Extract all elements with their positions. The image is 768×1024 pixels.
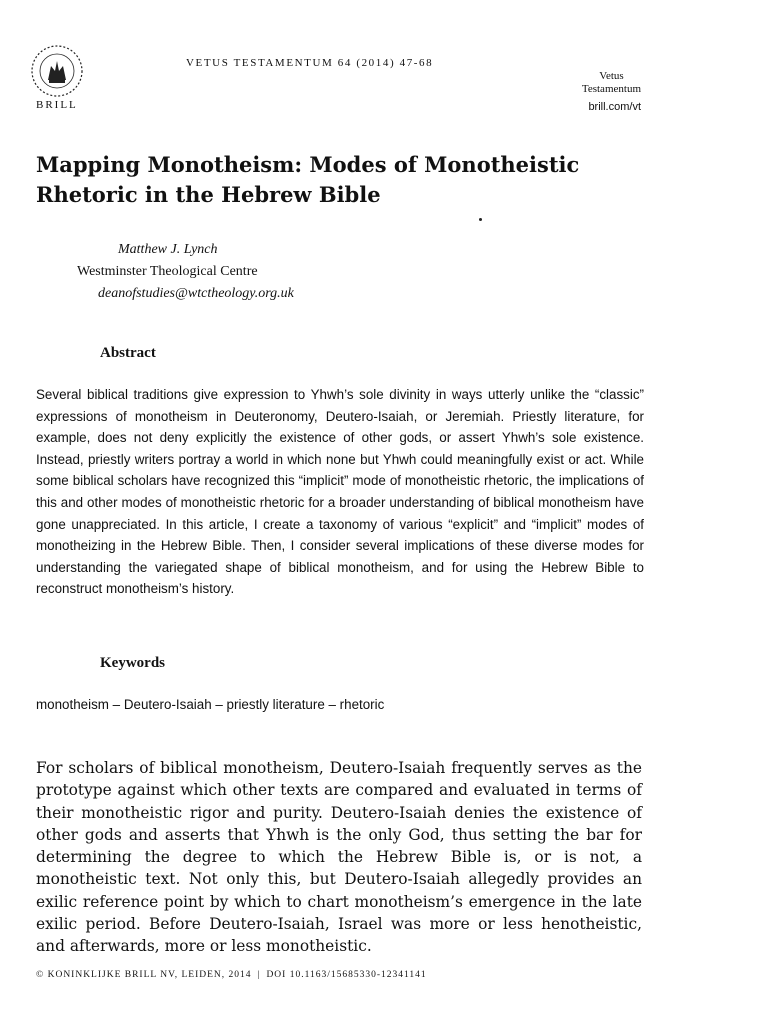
body-paragraph: For scholars of biblical monotheism, Deutero-Isaiah frequently serves as the prototype against which other texts are compared and evaluated in terms of their monotheistic rigor and purity. Deutero-Isaiah denies the existence of other gods and asserts that Yhwh is the only God, thus setting the bar for determining the degree to which the Hebrew Bible is, or is not, a monotheistic text. Not only this, but Deutero-Isaiah allegedly provides an exilic reference point by which to chart monotheism’s emergence in the late exilic period. Before Deutero-Isaiah, Israel was more or less henotheistic, and afterwards, more or less monotheistic.: [36, 759, 642, 956]
footer: [36, 970, 427, 980]
abstract-heading: Abstract: [100, 345, 156, 361]
author-name: Matthew J. Lynch: [118, 242, 218, 257]
keywords-text: monotheism – Deutero-Isaiah – priestly literature – rhetoric: [36, 697, 385, 712]
journal-citation: VETUS TESTAMENTUM 64 (2014) 47-68: [186, 57, 434, 69]
journal-name-line-1: Vetus: [599, 70, 624, 82]
author-email: deanofstudies@wtctheology.org.uk: [98, 286, 294, 301]
publisher-name: BRILL: [36, 99, 78, 111]
journal-name-line-2: Testamentum: [581, 83, 641, 95]
copyright-notice: © KONINKLIJKE BRILL NV, LEIDEN, 2014: [36, 970, 252, 980]
footer-separator: |: [257, 970, 261, 980]
author-affiliation: Westminster Theological Centre: [77, 264, 258, 279]
article-title: Mapping Monotheism: Modes of Monotheistic Rhetoric in the Hebrew Bible: [36, 152, 580, 207]
keywords-heading: Keywords: [100, 655, 165, 671]
doi: DOI 10.1163/15685330-12341141: [266, 970, 427, 980]
journal-name: [582, 70, 641, 96]
stray-mark: [479, 218, 482, 221]
abstract-text: Several biblical traditions give expression to Yhwh’s sole divinity in ways utterly unlike the “classic” expressions of monotheism in Deuteronomy, Deutero-Isaiah, or Jeremiah. Priestly literature, for example, does not deny explicitly the existence of other gods, or assert Yhwh’s sole existence. Instead, priestly writers portray a world in which none but Yhwh could meaningfully exist or act. While some biblical scholars have recognized this “implicit” mode of monotheistic rhetoric, the implications of this and other modes of monotheistic rhetoric for a broader understanding of biblical monotheism have gone unappreciated. In this article, I create a taxonomy of various “explicit” and “implicit” modes of monotheizing in the Hebrew Bible. Then, I consider several implications of these diverse modes for understanding the variegated shape of biblical monotheism, and for using the Hebrew Bible to reconstruct monotheism’s history.: [36, 387, 644, 597]
brill-logo: [30, 44, 84, 98]
journal-url: brill.com/vt: [588, 101, 641, 113]
